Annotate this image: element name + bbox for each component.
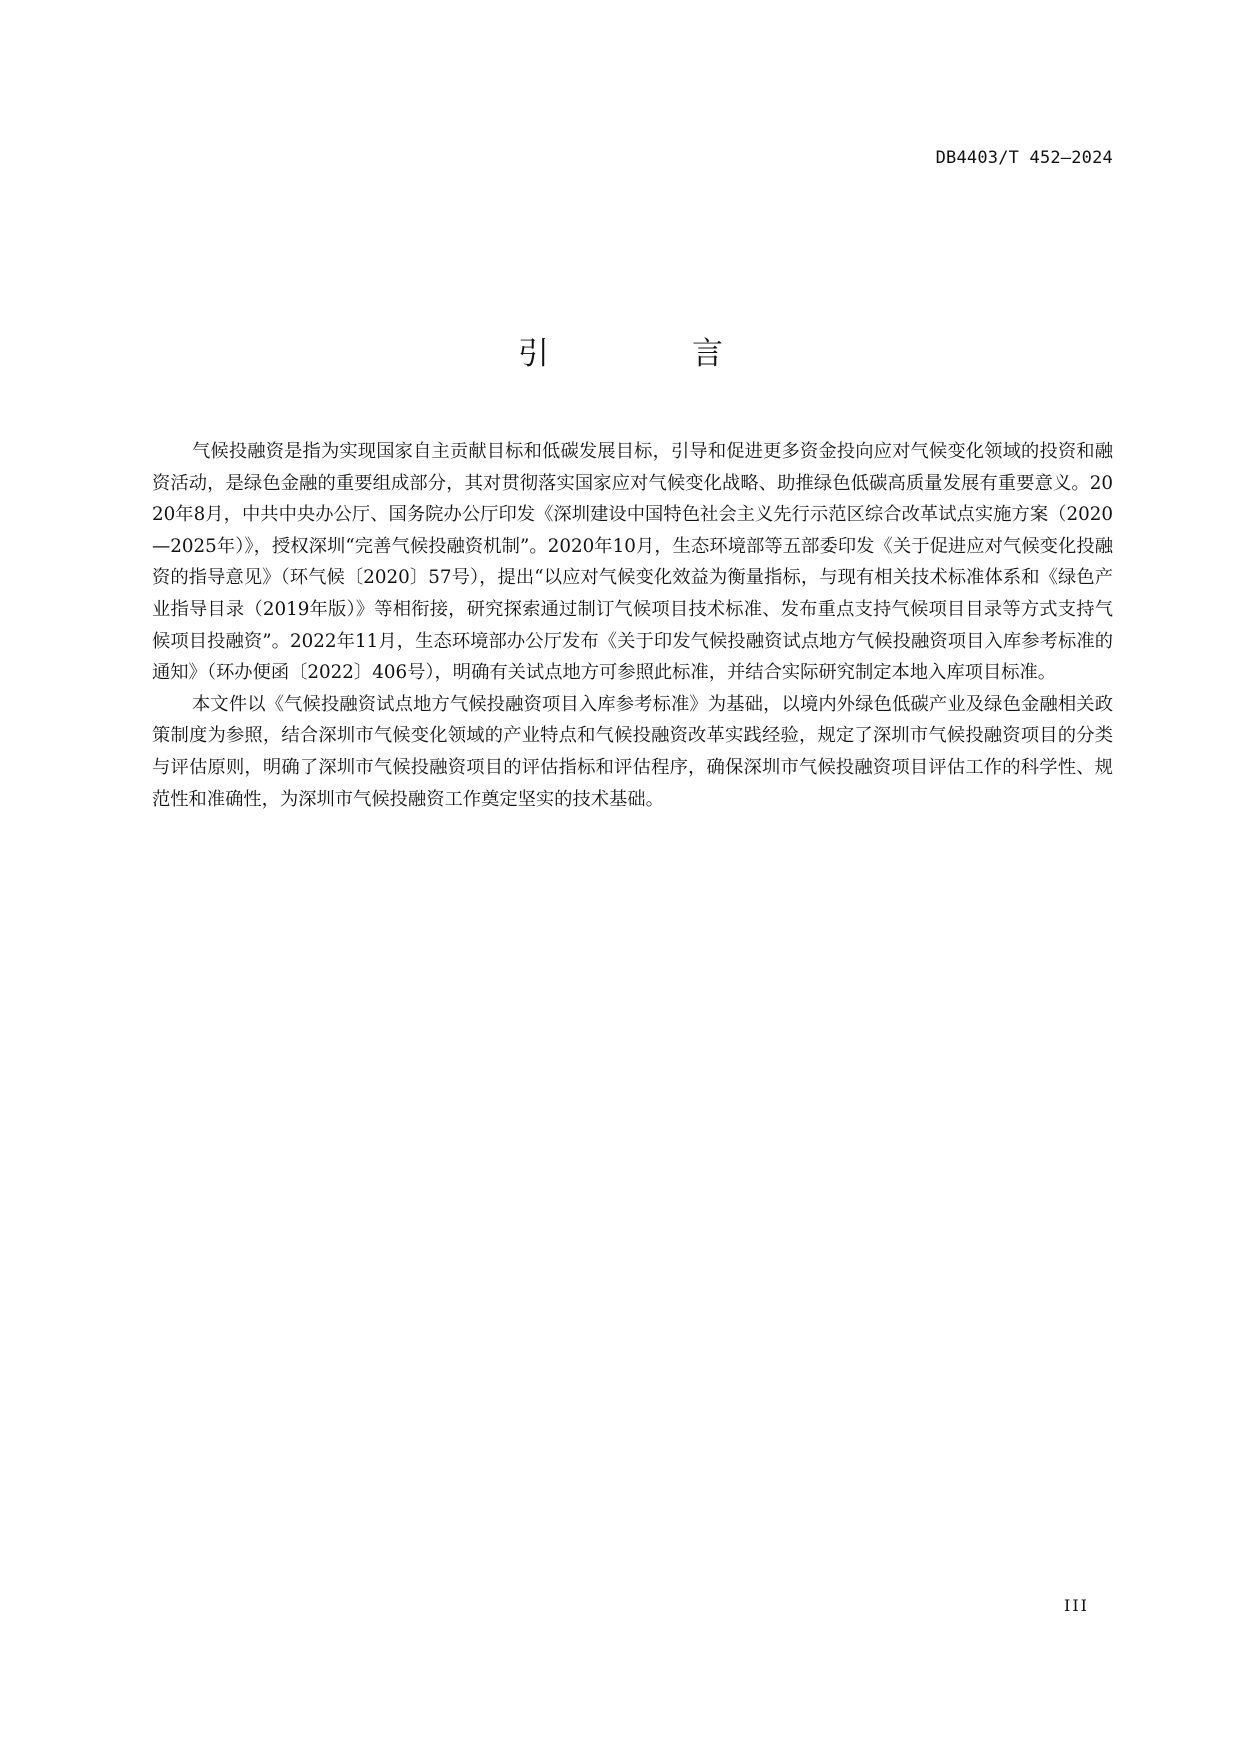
- paragraph-1: 气候投融资是指为实现国家自主贡献目标和低碳发展目标，引导和促进更多资金投向应对气候变化领域的投资和融资活动，是绿色金融的重要组成部分，其对贯彻落实国家应对气候变化战略、助推绿色低碳高质量发展有重要意义。2020年8月，中共中央办公厅、国务院办公厅印发《深圳建设中国特色社会主义先行示范区综合改革试点实施方案（2020—2025年）》，授权深圳“完善气候投融资机制”。2020年10月，生态环境部等五部委印发《关于促进应对气候变化投融资的指导意见》（环气候〔2020〕57号），提出“以应对气候变化效益为衡量指标，与现有相关技术标准体系和《绿色产业指导目录（2019年版）》等相衔接，研究探索通过制订气候项目技术标准、发布重点支持气候项目目录等方式支持气候项目投融资”。2022年11月，生态环境部办公厅发布《关于印发气候投融资试点地方气候投融资项目入库参考标准的通知》（环办便函〔2022〕406号），明确有关试点地方可参照此标准，并结合实际研究制定本地入库项目标准。: [152, 441, 1113, 684]
- introduction-body: [152, 436, 1113, 815]
- document-code: DB4403/T 452—2024: [935, 148, 1113, 168]
- page-number: III: [1064, 1596, 1089, 1615]
- section-title: 引 言: [518, 336, 779, 372]
- paragraph-2: 本文件以《气候投融资试点地方气候投融资项目入库参考标准》为基础，以境内外绿色低碳产业及绿色金融相关政策制度为参照，结合深圳市气候变化领域的产业特点和气候投融资改革实践经验，规定了深圳市气候投融资项目的分类与评估原则，明确了深圳市气候投融资项目的评估指标和评估程序，确保深圳市气候投融资项目评估工作的科学性、规范性和准确性，为深圳市气候投融资工作奠定坚实的技术基础。: [152, 693, 1113, 810]
